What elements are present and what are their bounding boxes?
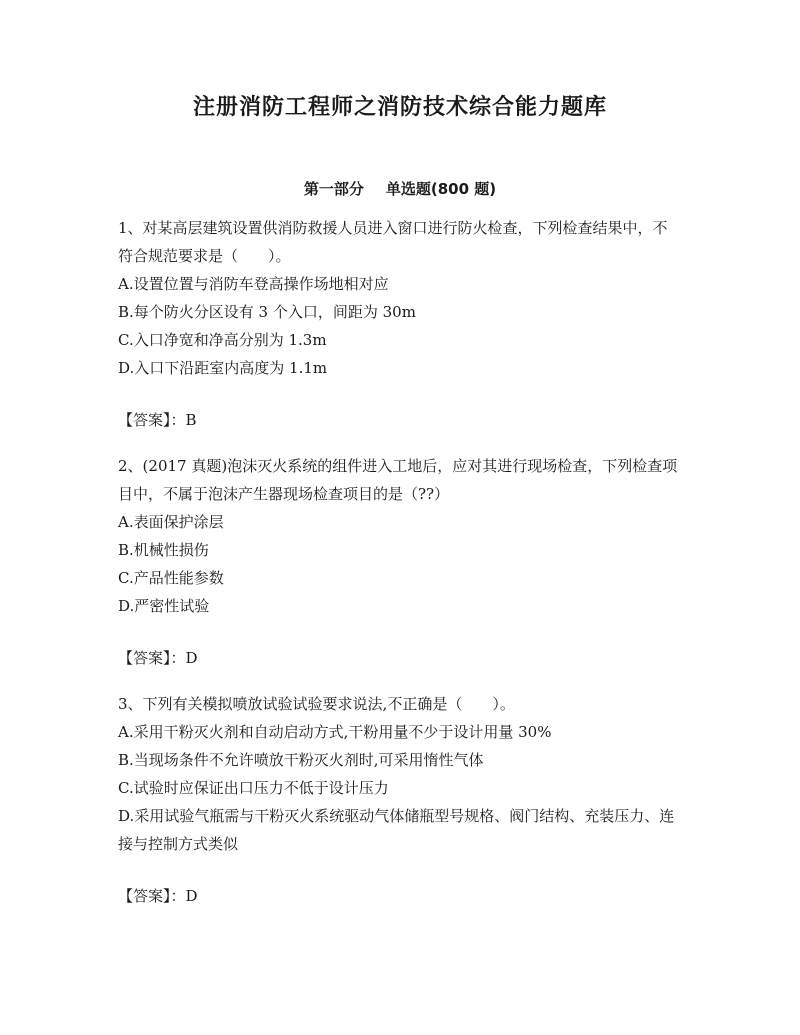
- option-d: D.严密性试验: [118, 597, 210, 615]
- answer-line: [118, 882, 682, 910]
- option-a: A.设置位置与消防车登高操作场地相对应: [118, 275, 389, 293]
- answer-value: D: [185, 887, 198, 905]
- section-part: 第一部分: [303, 180, 364, 198]
- option-a: A.采用干粉灭火剂和自动启动方式,干粉用量不少于设计用量 30%: [118, 723, 552, 741]
- answer-value: B: [185, 411, 197, 429]
- answer-value: D: [185, 649, 198, 667]
- option-d: D.入口下沿距室内高度为 1.1m: [118, 359, 328, 377]
- answer-line: [118, 406, 682, 434]
- section-name: 单选题(800 题): [385, 180, 497, 198]
- option-c: C.入口净宽和净高分别为 1.3m: [118, 331, 327, 349]
- option-b: B.每个防火分区设有 3 个入口，间距为 30m: [118, 303, 416, 321]
- answer-label: 【答案】：: [118, 887, 186, 905]
- section-heading: [118, 178, 682, 200]
- option-b: B.当现场条件不允许喷放干粉灭火剂时,可采用惰性气体: [118, 751, 484, 769]
- answer-line: [118, 644, 682, 672]
- option-c: C.产品性能参数: [118, 569, 224, 587]
- question-stem: 1、对某高层建筑设置供消防救援人员进入窗口进行防火检查，下列检查结果中，不符合规范要求是（ ）。: [118, 219, 668, 265]
- option-c: C.试验时应保证出口压力不低于设计压力: [118, 779, 389, 797]
- question-stem: 2、(2017 真题)泡沫灭火系统的组件进入工地后，应对其进行现场检查，下列检查项目中，不属于泡沫产生器现场检查项目的是（??）: [118, 457, 678, 503]
- answer-label: 【答案】：: [118, 411, 186, 429]
- option-a: A.表面保护涂层: [118, 513, 224, 531]
- question-stem: 3、下列有关模拟喷放试验试验要求说法,不正确是（ ）。: [118, 695, 515, 713]
- document-title: 注册消防工程师之消防技术综合能力题库: [192, 95, 607, 120]
- option-d: D.采用试验气瓶需与干粉灭火系统驱动气体储瓶型号规格、阀门结构、充装压力、连接与控制方式类似: [118, 807, 675, 853]
- question-3: [118, 690, 682, 910]
- question-2: [118, 452, 682, 672]
- question-1: [118, 214, 682, 434]
- answer-label: 【答案】：: [118, 649, 186, 667]
- option-b: B.机械性损伤: [118, 541, 209, 559]
